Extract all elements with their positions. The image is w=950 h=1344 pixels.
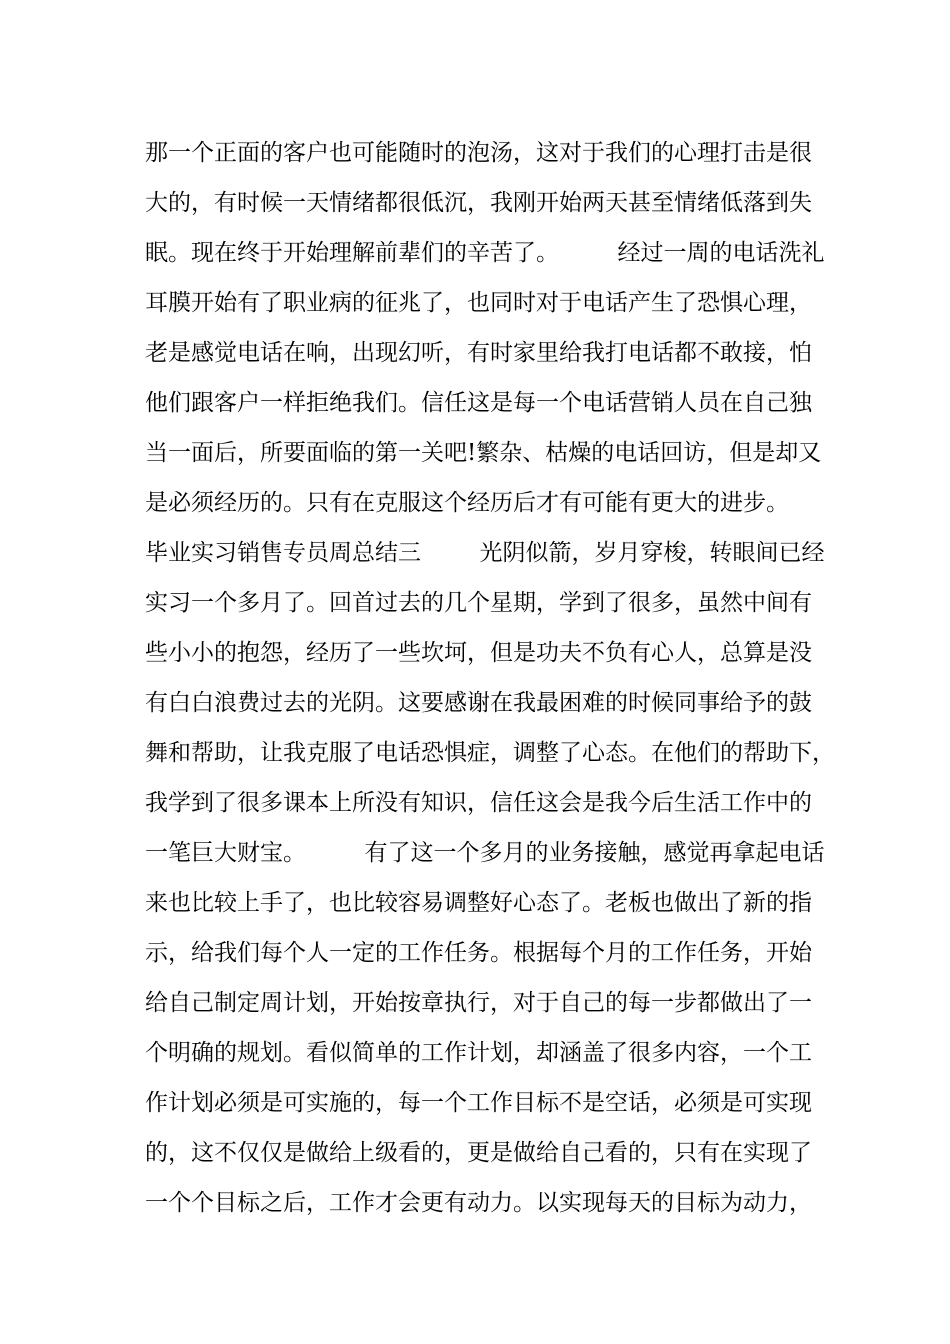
text-line: 个明确的规划。看似简单的工作计划，却涵盖了很多内容，一个工 (145, 1040, 812, 1066)
text-line: 他们跟客户一样拒绝我们。信任这是每一个电话营销人员在自己独 (145, 390, 812, 416)
text-line: 作计划必须是可实施的，每一个工作目标不是空话，必须是可实现 (145, 1090, 812, 1116)
text-line: 些小小的抱怨，经历了一些坎坷，但是功夫不负有心人，总算是没 (145, 640, 812, 666)
text-line: 一个个目标之后，工作才会更有动力。以实现每天的目标为动力， (145, 1190, 812, 1216)
text-line: 实习一个多月了。回首过去的几个星期，学到了很多，虽然中间有 (145, 590, 812, 616)
text-line: 耳膜开始有了职业病的征兆了，也同时对于电话产生了恐惧心理， (145, 290, 812, 316)
text-line: 舞和帮助，让我克服了电话恐惧症，调整了心态。在他们的帮助下， (145, 740, 835, 766)
text-line: 那一个正面的客户也可能随时的泡汤，这对于我们的心理打击是很 (145, 140, 812, 166)
text-line: 示，给我们每个人一定的工作任务。根据每个月的工作任务，开始 (145, 940, 812, 966)
text-line: 有白白浪费过去的光阴。这要感谢在我最困难的时候同事给予的鼓 (145, 690, 812, 716)
text-line: 老是感觉电话在响，出现幻听，有时家里给我打电话都不敢接，怕 (145, 340, 812, 366)
text-line: 一笔巨大财宝。 有了这一个多月的业务接触，感觉再拿起电话 (145, 840, 825, 866)
text-line: 眠。现在终于开始理解前辈们的辛苦了。 经过一周的电话洗礼 (145, 240, 825, 266)
text-line: 是必须经历的。只有在克服这个经历后才有可能有更大的进步。 (145, 490, 789, 516)
text-line: 的，这不仅仅是做给上级看的，更是做给自己看的，只有在实现了 (145, 1140, 812, 1166)
section-heading-line: 毕业实习销售专员周总结三 光阴似箭，岁月穿梭，转眼间已经 (145, 540, 825, 566)
text-line: 我学到了很多课本上所没有知识，信任这会是我今后生活工作中的 (145, 790, 812, 816)
text-line: 当一面后，所要面临的第一关吧!繁杂、枯燥的电话回访，但是却又 (145, 440, 822, 466)
text-line: 大的，有时候一天情绪都很低沉，我刚开始两天甚至情绪低落到失 (145, 190, 812, 216)
body-text (145, 128, 835, 1228)
text-line: 来也比较上手了，也比较容易调整好心态了。老板也做出了新的指 (145, 890, 812, 916)
text-line: 给自己制定周计划，开始按章执行，对于自己的每一步都做出了一 (145, 990, 812, 1016)
